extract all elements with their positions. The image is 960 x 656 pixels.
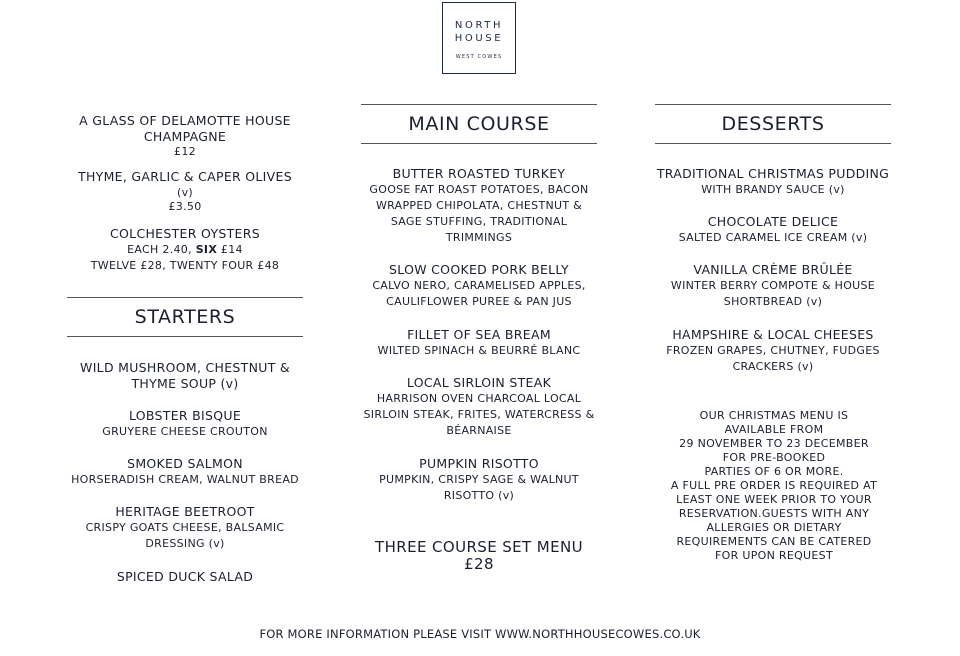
info-line: 29 NOVEMBER TO 23 DECEMBER (679, 437, 869, 450)
logo-line-location: WEST COWES (455, 54, 503, 60)
set-menu-price: £28 (464, 555, 494, 573)
info-line: REQUIREMENTS CAN BE CATERED (676, 535, 872, 548)
item-desc: CAULIFLOWER PUREE & PAN JUS (386, 295, 572, 308)
section-heading-starters: STARTERS (67, 297, 303, 337)
item-desc: WRAPPED CHIPOLATA, CHESTNUT & (375, 199, 583, 212)
info-line: FOR UPON REQUEST (715, 549, 833, 562)
menu-item-lobster-bisque (62, 408, 308, 440)
item-title: THYME, GARLIC & CAPER OLIVES (78, 169, 292, 184)
item-desc: FROZEN GRAPES, CHUTNEY, FUDGES (666, 344, 880, 357)
item-desc: WITH BRANDY SAUCE (v) (701, 183, 845, 196)
footer-website-info: FOR MORE INFORMATION PLEASE VISIT WWW.NORTHHOUSECOWES.CO.UK (259, 627, 701, 641)
item-price: £3.50 (168, 200, 202, 213)
item-title: TRADITIONAL CHRISTMAS PUDDING (656, 166, 890, 181)
menu-item-sirloin-steak (340, 375, 618, 439)
item-desc-cont: TWELVE £28, TWENTY FOUR £48 (90, 259, 280, 272)
item-desc (62, 242, 308, 258)
item-title: WILD MUSHROOM, CHESTNUT & (80, 360, 290, 375)
menu-item-local-cheeses (640, 327, 906, 375)
item-desc: RISOTTO (v) (443, 489, 515, 502)
item-title: SLOW COOKED PORK BELLY (389, 262, 569, 277)
item-desc: SHORTBREAD (v) (723, 295, 823, 308)
set-menu-title: THREE COURSE SET MENU (375, 538, 583, 556)
item-title: SPICED DUCK SALAD (116, 569, 254, 584)
item-desc: GOOSE FAT ROAST POTATOES, BACON (369, 183, 589, 196)
info-line: PARTIES OF 6 OR MORE. (704, 465, 844, 478)
info-line: RESERVATION.GUESTS WITH ANY (678, 507, 870, 520)
item-desc: PUMPKIN, CRISPY SAGE & WALNUT (379, 473, 579, 486)
info-line: LEAST ONE WEEK PRIOR TO YOUR (676, 493, 872, 506)
menu-item-creme-brulee (640, 262, 906, 310)
section-heading-main-course: MAIN COURSE (361, 104, 597, 144)
item-title: CHOCOLATE DELICE (707, 214, 839, 229)
item-title: LOBSTER BISQUE (128, 408, 242, 423)
item-desc: SALTED CARAMEL ICE CREAM (v) (678, 231, 868, 244)
menu-item-oysters (62, 226, 308, 274)
info-line: AVAILABLE FROM (724, 423, 824, 436)
menu-item-christmas-pudding (640, 166, 906, 198)
menu-item-pork-belly (346, 262, 612, 310)
item-title: COLCHESTER OYSTERS (110, 226, 260, 241)
menu-item-champagne (62, 113, 308, 159)
info-line: OUR CHRISTMAS MENU IS (699, 409, 849, 422)
restaurant-logo (442, 2, 516, 74)
menu-item-sea-bream (346, 327, 612, 359)
item-desc: CRACKERS (v) (732, 360, 814, 373)
info-line: FOR PRE-BOOKED (722, 451, 826, 464)
item-title: SMOKED SALMON (127, 456, 243, 471)
item-desc: CALVO NERO, CARAMELISED APPLES, (372, 279, 586, 292)
item-title: FILLET OF SEA BREAM (407, 327, 551, 342)
item-desc: WINTER BERRY COMPOTE & HOUSE (670, 279, 876, 292)
item-desc: CRISPY GOATS CHEESE, BALSAMIC (85, 521, 285, 534)
item-title: VANILLA CRÈME BRÛLÉE (693, 262, 853, 277)
item-title: BUTTER ROASTED TURKEY (392, 166, 566, 181)
set-menu (346, 539, 612, 573)
item-title: HAMPSHIRE & LOCAL CHEESES (672, 327, 874, 342)
item-desc: SAGE STUFFING, TRADITIONAL (390, 215, 568, 228)
info-line: A FULL PRE ORDER IS REQUIRED AT (670, 479, 878, 492)
item-desc: BÉARNAISE (446, 424, 512, 437)
item-title: HERITAGE BEETROOT (115, 504, 255, 519)
menu-item-mushroom-soup (62, 360, 308, 392)
menu-item-heritage-beetroot (62, 504, 308, 552)
item-title-cont: THYME SOUP (v) (131, 376, 239, 391)
menu-item-pumpkin-risotto (346, 456, 612, 504)
menu-item-chocolate-delice (640, 214, 906, 246)
menu-item-spiced-duck-salad (62, 569, 308, 585)
section-heading-desserts: DESSERTS (655, 104, 891, 144)
oyster-six-price: £14 (217, 243, 243, 256)
item-desc: (v) (177, 186, 193, 199)
item-desc-cont: DRESSING (v) (145, 537, 225, 550)
item-desc: GRUYERE CHEESE CROUTON (102, 425, 268, 438)
menu-item-roast-turkey (346, 166, 612, 246)
item-title: PUMPKIN RISOTTO (419, 456, 539, 471)
item-desc: TRIMMINGS (445, 231, 513, 244)
logo-line-north: NORTH (454, 20, 504, 31)
booking-information (646, 409, 902, 563)
item-desc: HORSERADISH CREAM, WALNUT BREAD (71, 473, 299, 486)
item-title-cont: CHAMPAGNE (143, 129, 227, 144)
oyster-each-price: EACH 2.40, (127, 243, 196, 256)
item-price: £12 (174, 145, 196, 158)
logo-line-house: HOUSE (454, 33, 504, 44)
item-title: LOCAL SIRLOIN STEAK (406, 375, 552, 390)
item-title: A GLASS OF DELAMOTTE HOUSE (79, 113, 291, 128)
item-desc: WILTED SPINACH & BEURRÉ BLANC (377, 344, 581, 357)
menu-item-olives (62, 169, 308, 214)
item-desc: SIRLOIN STEAK, FRITES, WATERCRESS & (363, 408, 595, 421)
menu-item-smoked-salmon (52, 456, 318, 488)
info-line: ALLERGIES OR DIETARY (706, 521, 842, 534)
item-desc: HARRISON OVEN CHARCOAL LOCAL (376, 392, 582, 405)
oyster-six-label: SIX (195, 243, 218, 256)
